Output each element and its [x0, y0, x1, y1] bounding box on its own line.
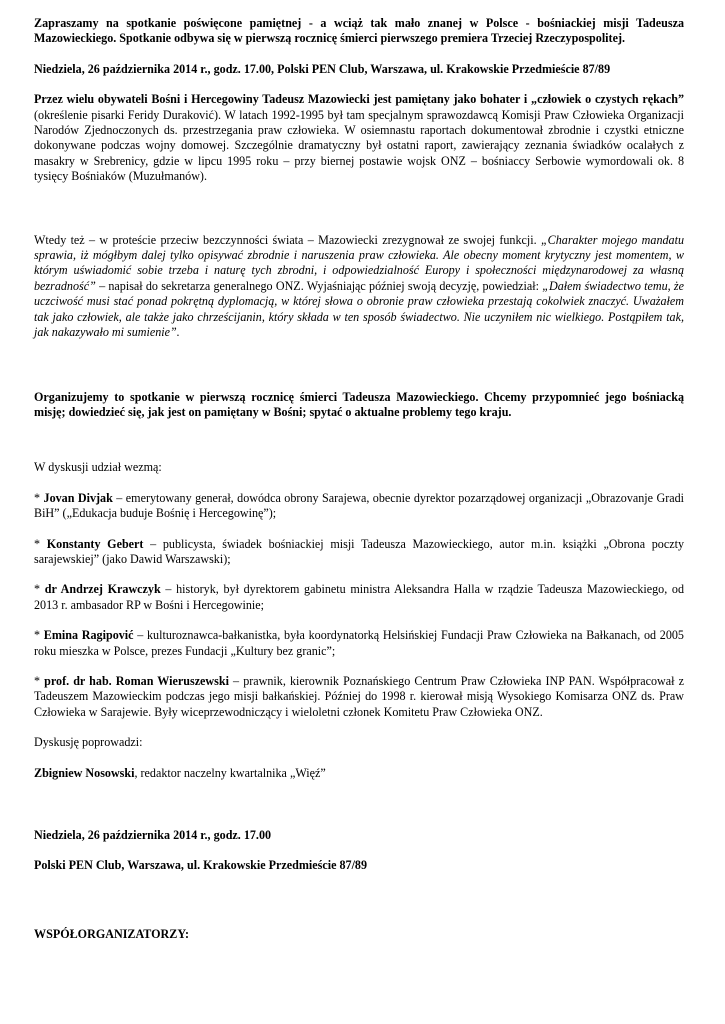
- panelist-desc: – prawnik, kierownik Poznańskiego Centrum Praw Człowieka INP PAN. Współpracował z Tadeuszem Mazowieckim podczas jego misji bałkańskiej. Później do 1998 r. kierował misją Wysokiego Komisarza ONZ ds. Praw Człowieka w Sarajewie. Były wiceprzewodniczący i wieloletni członek Komitetu Praw Człowieka ONZ.: [34, 673, 684, 719]
- panelist-item: [34, 628, 684, 659]
- bullet-star: *: [34, 536, 47, 551]
- panelist-name: Jovan Divjak: [43, 490, 113, 505]
- panelist-desc: – kulturoznawca-bałkanistka, była koordynatorką Helsińskiej Fundacji Praw Człowieka na Bałkanach, od 2005 roku mieszka w Polsce, prezes Fundacji „Kultury bez granic”;: [34, 628, 684, 658]
- panelist-item: [34, 491, 684, 522]
- panelist-desc: – publicysta, świadek bośniackiej misji Tadeusza Mazowieckiego, autor m.in. książki „Obrona poczty sarajewskiej” (jako Dawid Warszawski);: [34, 536, 684, 566]
- panelist-item: [34, 674, 684, 720]
- panelist-desc: – historyk, był dyrektorem gabinetu ministra Aleksandra Halla w rządzie Tadeusza Mazowieckiego, od 2013 r. ambasador RP w Bośni i Hercegowinie;: [34, 582, 684, 612]
- panelist-name: dr Andrzej Krawczyk: [44, 582, 161, 597]
- panelist-name: Konstanty Gebert: [46, 536, 144, 551]
- panelist-item: [34, 537, 684, 568]
- letter-quote: „Charakter mojego mandatu sprawia, iż mógłbym dalej tylko opisywać zbrodnie i naruszenia praw człowieka. Ale obecny moment krytyczny jest momentem, w którym uświadomić sobie trzeba i naturę tych zbrodni, i odpowiedzialność Europy i społeczności międzynarodowej za własną bezradność”: [34, 232, 684, 293]
- resignation-middle: – napisał do sekretarza generalnego ONZ. Wyjaśniając później swoją decyzję, powiedział:: [95, 278, 543, 293]
- panelist-item: [34, 582, 684, 613]
- moderator-desc: , redaktor naczelny kwartalnika „Więź”: [134, 765, 326, 780]
- moderator-intro: Dyskusję poprowadzi:: [34, 735, 143, 750]
- bullet-star: *: [34, 673, 45, 688]
- bullet-star: *: [34, 582, 45, 597]
- event-details: Niedziela, 26 października 2014 r., godz. 17.00, Polski PEN Club, Warszawa, ul. Krakowskie Przedmieście 87/89: [34, 61, 611, 76]
- testimony-quote: „Dałem świadectwo temu, że uczciwość musi stać ponad pokrętną dyplomacją, w której słowa o obronie praw człowieka przestają cokolwiek znaczyć. Uważałem tak jako człowiek, ale także jako chrześcijanin, który składa w ten sposób świadectwo. Nie uczyniłem nic wielkiego. Postąpiłem tak, jak nakazywało mi sumienie”.: [34, 278, 684, 340]
- resignation-paragraph: [34, 233, 684, 341]
- purpose-paragraph: Organizujemy to spotkanie w pierwszą rocznicę śmierci Tadeusza Mazowieckiego. Chcemy przypomnieć jego bośniacką misję; dowiedzieć się, jak jest on pamiętany w Bośni; spytać o aktualne problemy tego kraju.: [34, 389, 684, 419]
- footer-place: Polski PEN Club, Warszawa, ul. Krakowskie Przedmieście 87/89: [34, 858, 368, 873]
- bullet-star: *: [34, 490, 44, 505]
- moderator-name: Zbigniew Nosowski: [34, 765, 135, 780]
- mission-paragraph: [34, 92, 684, 184]
- mission-lead: Przez wielu obywateli Bośni i Hercegowiny Tadeusz Mazowiecki jest pamiętany jako bohater i „człowiek o czystych rękach”: [34, 92, 684, 107]
- document-page: [34, 16, 684, 942]
- bullet-star: *: [34, 628, 44, 643]
- panel-intro: W dyskusji udział wezmą:: [34, 460, 162, 475]
- intro-paragraph: Zapraszamy na spotkanie poświęcone pamiętnej - a wciąż tak mało znanej w Polsce - bośniackiej misji Tadeusza Mazowieckiego. Spotkanie odbywa się w pierwszą rocznicę śmierci pierwszego premiera Trzeciej Rzeczypospolitej.: [34, 16, 684, 46]
- panelist-desc: – emerytowany generał, dowódca obrony Sarajewa, obecnie dyrektor pozarządowej organizacji „Obrazovanje Gradi BiH” („Edukacja buduje Bośnię i Hercegowinę”);: [34, 490, 685, 521]
- coorganizers-heading: WSPÓŁORGANIZATORZY:: [34, 926, 190, 941]
- resignation-start: Wtedy też – w proteście przeciw bezczynności świata – Mazowiecki zrezygnował ze swojej funkcji.: [34, 232, 541, 247]
- panelist-name: prof. dr hab. Roman Wieruszewski: [44, 673, 229, 688]
- panelist-name: Emina Ragipović: [43, 628, 134, 643]
- moderator-line: [34, 766, 684, 781]
- mission-body: (określenie pisarki Feridy Duraković). W latach 1992-1995 był tam specjalnym sprawozdawcą Komisji Praw Człowieka Organizacji Narodów Zjednoczonych ds. przestrzegania praw człowieka. W osiemnastu raportach dokumentował zbrodnie i czystki etniczne dokonywane podczas wojny domowej. Szczególnie dramatyczny był ostatni raport, zawierający zeznania świadków ocalałych z masakry w Srebrenicy, gdzie w lipcu 1995 roku – przy biernej postawie wojsk ONZ – bośniaccy Serbowie wymordowali ok. 8 tysięcy Bośniaków (Muzułmanów).: [34, 107, 684, 184]
- footer-date: Niedziela, 26 października 2014 r., godz. 17.00: [34, 828, 272, 842]
